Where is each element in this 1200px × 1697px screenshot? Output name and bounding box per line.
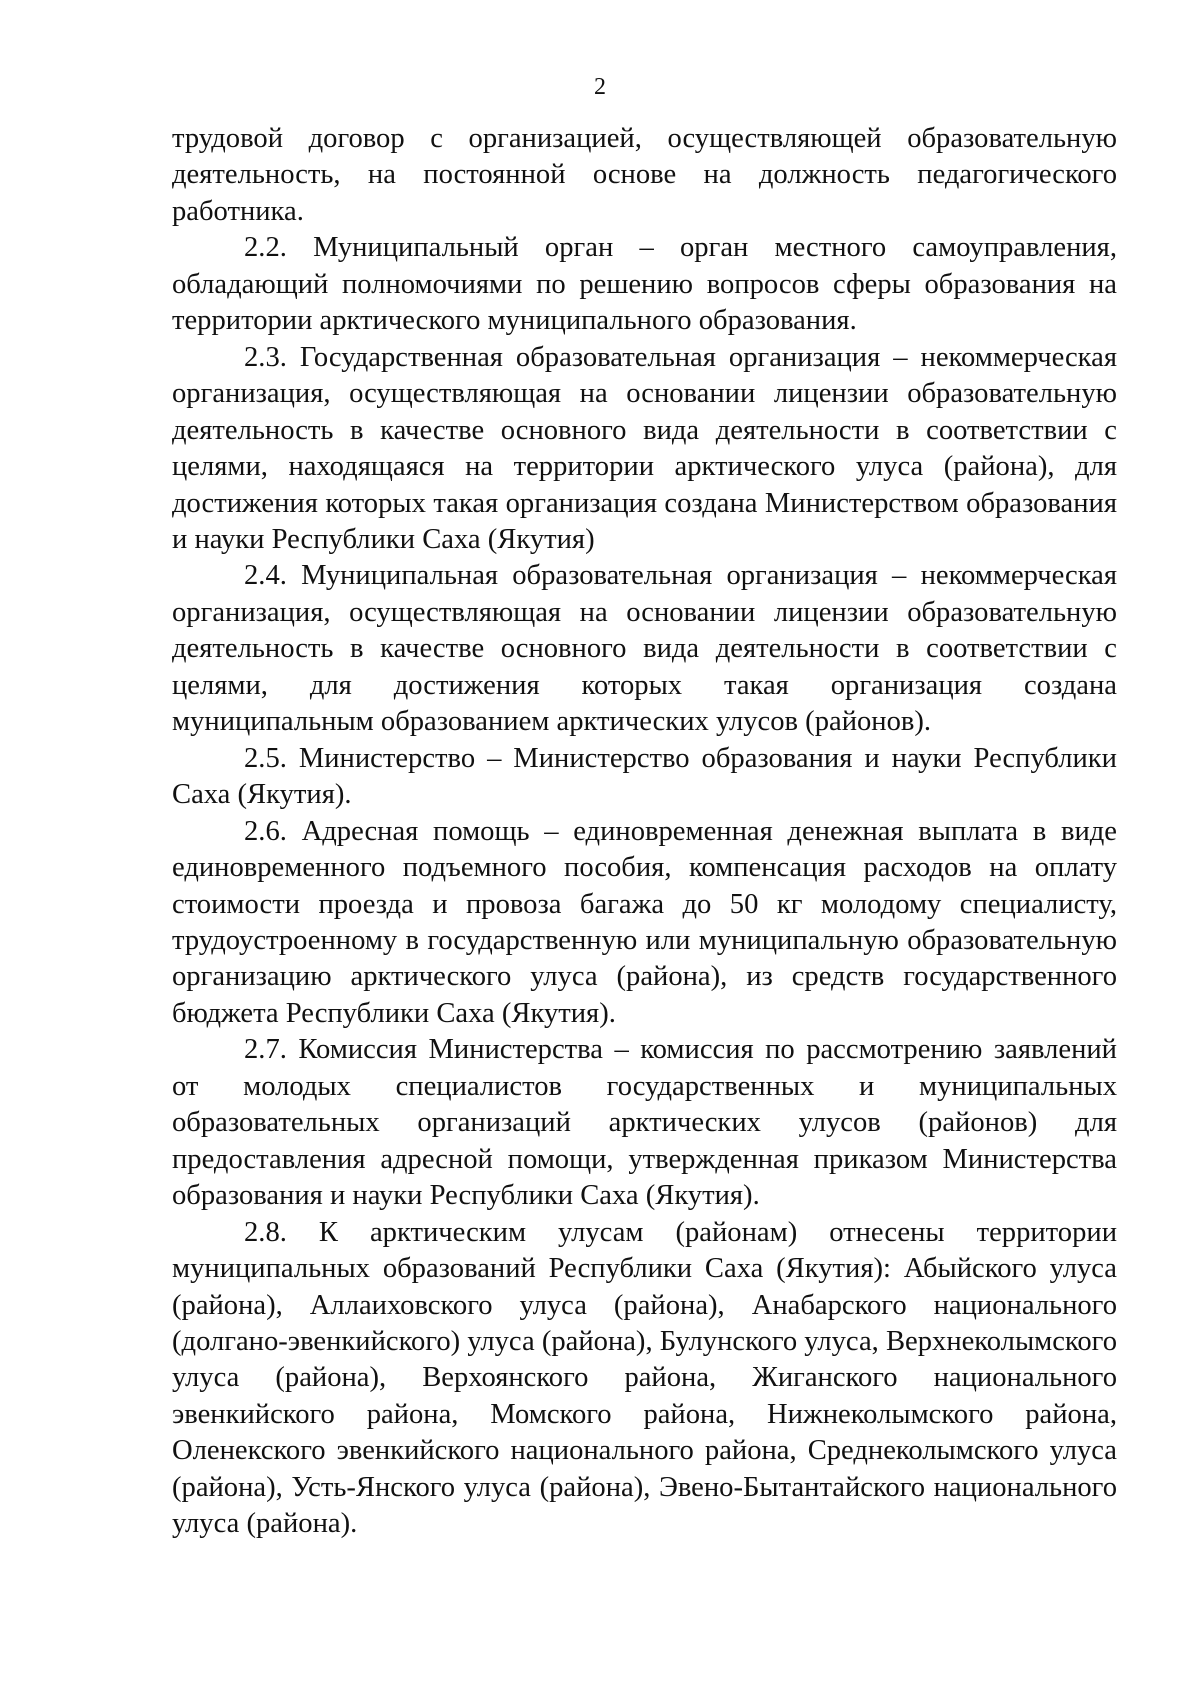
- paragraph-2-4: 2.4. Муниципальная образовательная организация – некоммерческая организация, осуществляющая на основании лицензии образовательную деятельность в качестве основного вида деятельности в соответствии с целями, для достижения которых такая организация создана муниципальным образованием арктических улусов (районов).: [172, 560, 1117, 738]
- page-number: 2: [594, 74, 606, 100]
- paragraph-2-3: 2.3. Государственная образовательная организация – некоммерческая организация, осуществляющая на основании лицензии образовательную деятельность в качестве основного вида деятельности в соответствии с целями, находящаяся на территории арктического улуса (района), для достижения которых такая организация создана Министерством образования и науки Республики Саха (Якутия): [172, 341, 1117, 555]
- paragraph-2-5: 2.5. Министерство – Министерство образования и науки Республики Саха (Якутия).: [172, 742, 1117, 811]
- paragraph-2-7: 2.7. Комиссия Министерства – комиссия по рассмотрению заявлений от молодых специалистов государственных и муниципальных образовательных организаций арктических улусов (районов) для предоставления адресной помощи, утвержденная приказом Министерства образования и науки Республики Саха (Якутия).: [172, 1034, 1117, 1212]
- document-body: [172, 121, 1117, 1543]
- paragraph-2-2: 2.2. Муниципальный орган – орган местного самоуправления, обладающий полномочиями по решению вопросов сферы образования на территории арктического муниципального образования.: [172, 232, 1117, 337]
- paragraph-2-6: 2.6. Адресная помощь – единовременная денежная выплата в виде единовременного подъемного пособия, компенсация расходов на оплату стоимости проезда и провоза багажа до 50 кг молодому специалисту, трудоустроенному в государственную или муниципальную образовательную организацию арктического улуса (района), из средств государственного бюджета Республики Саха (Якутия).: [172, 815, 1117, 1029]
- paragraph-continuation: трудовой договор с организацией, осуществляющей образовательную деятельность, на постоянной основе на должность педагогического работника.: [172, 123, 1117, 227]
- paragraph-2-8: 2.8. К арктическим улусам (районам) отнесены территории муниципальных образований Республики Саха (Якутия): Абыйского улуса (района), Аллаиховского улуса (района), Анабарского национального (долгано-эвенкийского) улуса (района), Булунского улуса, Верхнеколымского улуса (района), Верхоянского района, Жиганского национального эвенкийского района, Момского района, Нижнеколымского района, Оленекского эвенкийского национального района, Среднеколымского улуса (района), Усть-Янского улуса (района), Эвено-Бытантайского национального улуса (района).: [172, 1216, 1117, 1540]
